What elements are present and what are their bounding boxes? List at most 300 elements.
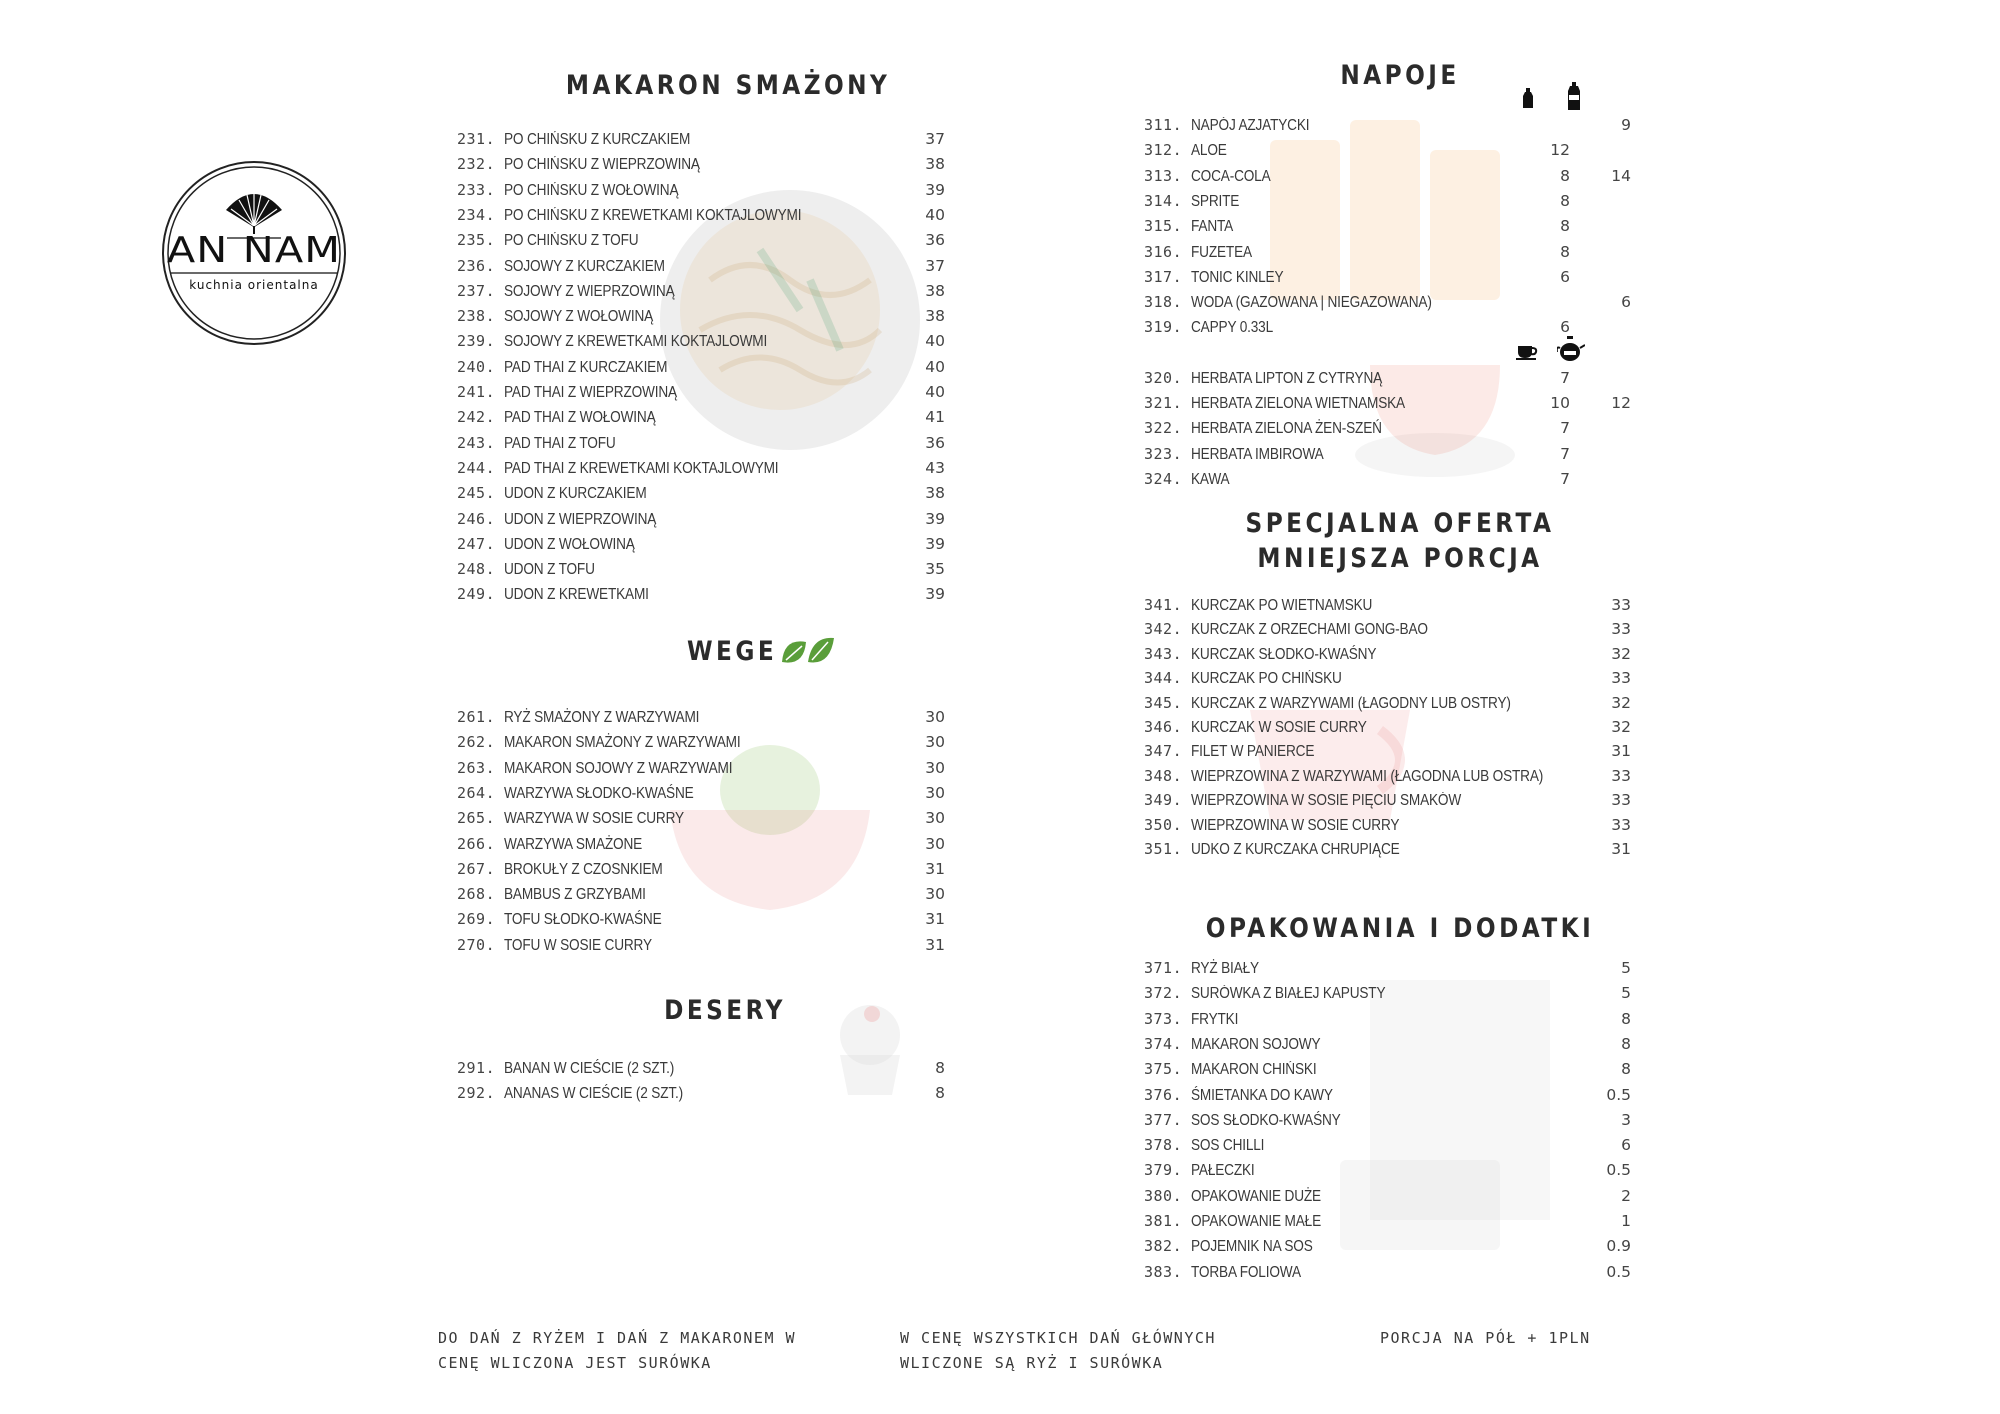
item-name: TOFU W SOSIE CURRY: [504, 936, 652, 954]
menu-item-row: [457, 282, 957, 306]
footer-note-sides-line2: CENĘ WLICZONA JEST SURÓWKA: [438, 1354, 712, 1372]
item-number: 240.: [457, 357, 496, 376]
item-name: SOS SŁODKO-KWAŚNY: [1191, 1111, 1341, 1129]
item-number: 377.: [1144, 1110, 1183, 1129]
item-price: 5: [1621, 984, 1631, 1003]
item-number: 350.: [1144, 815, 1183, 834]
item-price-small: 10: [1550, 394, 1570, 412]
item-price: 6: [1621, 1136, 1631, 1155]
item-number: 348.: [1144, 766, 1183, 785]
item-number: 248.: [457, 560, 496, 579]
item-name: COCA-COLA: [1191, 167, 1271, 185]
item-number: 383.: [1144, 1262, 1183, 1281]
item-price: 43: [925, 458, 945, 477]
item-name: UDKO Z KURCZAKA CHRUPIĄCE: [1191, 841, 1400, 858]
item-price-small: 8: [1560, 166, 1570, 185]
footer-note-sides-line1: DO DAŃ Z RYŻEM I DAŃ Z MAKARONEM W: [438, 1329, 797, 1347]
item-number: 382.: [1144, 1237, 1183, 1256]
item-price: 40: [925, 332, 945, 351]
item-price: 41: [925, 408, 945, 427]
item-price: 33: [1611, 596, 1631, 614]
item-number: 347.: [1144, 742, 1183, 761]
menu-item-row: [1144, 445, 1594, 469]
item-price-small: 7: [1560, 444, 1570, 463]
item-price-small: 8: [1560, 242, 1570, 261]
item-price: 2: [1621, 1186, 1631, 1205]
item-price-small: 7: [1560, 368, 1570, 387]
section-title-desery: DESERY: [664, 995, 786, 1026]
item-price-large: 14: [1611, 166, 1631, 185]
item-number: 244.: [457, 458, 496, 477]
menu-item-row: [1144, 1136, 1631, 1160]
menu-item-row: [457, 759, 957, 783]
item-price: 39: [925, 585, 945, 604]
item-name: TONIC KINLEY: [1191, 268, 1284, 286]
menu-item-row: [1144, 166, 1631, 191]
item-name: WIEPRZOWINA W SOSIE CURRY: [1191, 816, 1400, 834]
item-name: PO CHIŃSKU Z WIEPRZOWINĄ: [504, 156, 700, 174]
item-number: 263.: [457, 758, 496, 777]
item-number: 292.: [457, 1084, 496, 1103]
item-name: PAŁECZKI: [1191, 1162, 1255, 1180]
item-price: 32: [1611, 718, 1631, 736]
item-name: UDON Z KURCZAKIEM: [504, 485, 647, 503]
item-name: PO CHIŃSKU Z TOFU: [504, 232, 639, 250]
item-number: 269.: [457, 910, 496, 929]
item-name: HERBATA IMBIROWA: [1191, 445, 1324, 463]
menu-item-row: [457, 1059, 957, 1083]
item-number: 373.: [1144, 1009, 1183, 1028]
item-number: 242.: [457, 408, 496, 427]
menu-item-row: [1144, 293, 1631, 317]
logo-name: AN NAM: [166, 230, 342, 271]
item-price: 40: [925, 357, 945, 376]
menu-item-row: [457, 860, 957, 884]
item-number: 341.: [1144, 596, 1183, 614]
logo-subtitle: kuchnia orientalna: [189, 278, 319, 292]
item-number: 371.: [1144, 959, 1183, 977]
footer-note-sides: [438, 1326, 796, 1376]
menu-item-row: [1144, 1212, 1631, 1236]
menu-item-row: [1144, 766, 1631, 791]
menu-item-row: [1144, 394, 1631, 418]
menu-item-row: [1144, 1034, 1631, 1059]
section-title-napoje: NAPOJE: [1340, 60, 1460, 91]
item-number: 270.: [457, 935, 496, 954]
item-price: 40: [925, 205, 945, 224]
menu-item-row: [457, 585, 957, 609]
item-name: HERBATA ZIELONA WIETNAMSKA: [1191, 395, 1405, 412]
item-name: FANTA: [1191, 218, 1234, 236]
item-number: 266.: [457, 834, 496, 853]
item-name: PAD THAI Z KURCZAKIEM: [504, 358, 668, 376]
footer-note-main-dishes: [900, 1326, 1216, 1376]
item-name: SURÓWKA Z BIAŁEJ KAPUSTY: [1191, 985, 1386, 1003]
item-name: SOJOWY Z WOŁOWINĄ: [504, 308, 654, 326]
menu-item-row: [457, 510, 957, 534]
item-name: UDON Z TOFU: [504, 561, 595, 579]
item-price: 8: [1621, 1034, 1631, 1053]
menu-item-row: [1144, 815, 1631, 840]
item-name: BAMBUS Z GRZYBAMI: [504, 886, 646, 904]
item-price: 1: [1621, 1212, 1631, 1230]
item-price-small: 8: [1560, 217, 1570, 236]
item-price: 30: [925, 708, 945, 726]
section-title-wege-wrap: [680, 632, 860, 672]
item-number: 351.: [1144, 840, 1183, 858]
menu-item-row: [1144, 718, 1631, 742]
item-name: RYŻ BIAŁY: [1191, 960, 1259, 977]
section-title-specjalna-2: MNIEJSZA PORCJA: [1257, 543, 1543, 574]
item-price: 37: [925, 130, 945, 148]
item-name: KURCZAK W SOSIE CURRY: [1191, 719, 1367, 736]
item-price-small: 7: [1560, 469, 1570, 488]
item-number: 376.: [1144, 1085, 1183, 1104]
menu-item-row: [1144, 1009, 1631, 1034]
item-price: 37: [925, 256, 945, 275]
item-price: 38: [925, 484, 945, 503]
menu-item-row: [457, 434, 957, 458]
menu-item-row: [1144, 1262, 1631, 1287]
item-price: 30: [925, 733, 945, 752]
item-number: 239.: [457, 332, 496, 351]
item-name: POJEMNIK NA SOS: [1191, 1238, 1313, 1256]
item-number: 372.: [1144, 984, 1183, 1003]
menu-item-row: [457, 809, 957, 833]
item-name: HERBATA LIPTON Z CYTRYNĄ: [1191, 369, 1383, 387]
item-name: SOS CHILLI: [1191, 1137, 1265, 1155]
item-number: 234.: [457, 205, 496, 224]
item-number: 236.: [457, 256, 496, 275]
menu-item-row: [1144, 192, 1594, 216]
menu-item-row: [457, 535, 957, 559]
menu-item-row: [457, 231, 957, 255]
item-number: 346.: [1144, 718, 1183, 736]
item-name: ANANAS W CIEŚCIE (2 SZT.): [504, 1085, 684, 1103]
item-number: 249.: [457, 585, 496, 604]
menu-item-row: [1144, 243, 1594, 267]
item-name: MAKARON SOJOWY: [1191, 1035, 1321, 1053]
section-title-wege: WEGE: [687, 636, 778, 667]
item-price-large: 12: [1611, 394, 1631, 412]
item-number: 379.: [1144, 1161, 1183, 1180]
menu-item-row: [457, 307, 957, 331]
item-number: 313.: [1144, 166, 1183, 185]
menu-item-row: [457, 708, 957, 732]
menu-item-row: [1144, 116, 1631, 140]
footer-note-main-dishes-line1: W CENĘ WSZYSTKICH DAŃ GŁÓWNYCH: [900, 1329, 1216, 1347]
item-price: 39: [925, 180, 945, 199]
item-name: KURCZAK Z ORZECHAMI GONG-BAO: [1191, 621, 1428, 639]
footer-note-half-portion: PORCJA NA PÓŁ + 1PLN: [1380, 1329, 1591, 1347]
menu-item-row: [457, 560, 957, 584]
item-number: 381.: [1144, 1212, 1183, 1230]
item-name: ALOE: [1191, 142, 1227, 160]
item-price: 32: [1611, 693, 1631, 712]
menu-item-row: [1144, 959, 1631, 983]
item-number: 319.: [1144, 318, 1183, 337]
item-price: 31: [1611, 742, 1631, 761]
item-number: 238.: [457, 307, 496, 326]
menu-item-row: [1144, 1161, 1631, 1185]
item-number: 324.: [1144, 469, 1183, 488]
item-name: OPAKOWANIE MAŁE: [1191, 1213, 1322, 1230]
menu-item-row: [457, 383, 957, 407]
item-price: 0.5: [1606, 1085, 1631, 1104]
item-price: 30: [925, 783, 945, 802]
menu-item-row: [1144, 742, 1631, 766]
menu-item-row: [1144, 791, 1631, 815]
item-name: ŚMIETANKA DO KAWY: [1191, 1086, 1333, 1104]
menu-item-row: [457, 936, 957, 960]
item-price: 0.5: [1606, 1262, 1631, 1281]
menu-item-row: [457, 459, 957, 483]
item-price-large: 9: [1621, 116, 1631, 134]
menu-item-row: [457, 257, 957, 281]
item-name: MAKARON SMAŻONY Z WARZYWAMI: [504, 734, 741, 752]
item-number: 318.: [1144, 293, 1183, 312]
item-name: KURCZAK SŁODKO-KWAŚNY: [1191, 645, 1377, 663]
item-number: 235.: [457, 231, 496, 250]
item-number: 232.: [457, 155, 496, 174]
item-price: 0.5: [1606, 1161, 1631, 1180]
menu-item-row: [457, 130, 957, 154]
menu-item-row: [1144, 840, 1631, 864]
menu-item-row: [1144, 1060, 1631, 1084]
item-name: KURCZAK PO WIETNAMSKU: [1191, 597, 1373, 614]
item-price: 38: [925, 281, 945, 300]
item-number: 237.: [457, 281, 496, 300]
item-name: PAD THAI Z WOŁOWINĄ: [504, 409, 656, 427]
menu-item-row: [457, 155, 957, 179]
menu-item-row: [1144, 268, 1594, 292]
tea-cup-icon: [1516, 344, 1538, 360]
item-number: 349.: [1144, 791, 1183, 810]
item-name: PO CHIŃSKU Z KURCZAKIEM: [504, 131, 691, 148]
item-name: WARZYWA SŁODKO-KWAŚNE: [504, 784, 694, 802]
item-name: PAD THAI Z KREWETKAMI KOKTAJLOWYMI: [504, 459, 779, 477]
item-name: KURCZAK Z WARZYWAMI (ŁAGODNY LUB OSTRY): [1191, 694, 1511, 712]
item-number: 261.: [457, 708, 496, 726]
item-number: 321.: [1144, 394, 1183, 412]
item-price: 39: [925, 534, 945, 553]
small-bottle-icon: [1522, 88, 1534, 108]
item-number: 314.: [1144, 191, 1183, 210]
item-price: 38: [925, 155, 945, 174]
item-number: 243.: [457, 433, 496, 452]
item-name: BANAN W CIEŚCIE (2 SZT.): [504, 1060, 675, 1077]
item-price-small: 8: [1560, 191, 1570, 210]
item-price: 33: [1611, 815, 1631, 834]
item-name: PAD THAI Z TOFU: [504, 434, 616, 452]
item-name: UDON Z KREWETKAMI: [504, 586, 649, 604]
item-number: 343.: [1144, 644, 1183, 663]
item-price: 8: [935, 1059, 945, 1077]
item-price-small: 12: [1550, 141, 1570, 160]
item-number: 247.: [457, 534, 496, 553]
item-name: KAWA: [1191, 470, 1230, 488]
item-name: NAPÓJ AZJATYCKI: [1191, 117, 1310, 134]
item-number: 345.: [1144, 693, 1183, 712]
item-number: 317.: [1144, 267, 1183, 286]
item-price: 33: [1611, 620, 1631, 639]
menu-item-row: [457, 408, 957, 432]
item-price: 5: [1621, 959, 1631, 977]
item-price: 30: [925, 809, 945, 828]
item-price: 30: [925, 885, 945, 904]
item-price: 3: [1621, 1110, 1631, 1129]
item-name: PO CHIŃSKU Z KREWETKAMI KOKTAJLOWYMI: [504, 206, 802, 224]
item-name: KURCZAK PO CHIŃSKU: [1191, 670, 1342, 688]
item-price: 8: [935, 1084, 945, 1103]
item-price: 35: [925, 560, 945, 579]
item-name: SOJOWY Z WIEPRZOWINĄ: [504, 282, 675, 300]
item-price: 32: [1611, 644, 1631, 663]
item-name: WIEPRZOWINA W SOSIE PIĘCIU SMAKÓW: [1191, 792, 1462, 810]
menu-item-row: [1144, 1110, 1631, 1135]
item-price: 31: [1611, 840, 1631, 858]
item-number: 231.: [457, 130, 496, 148]
leaf-icon: [778, 632, 836, 670]
item-name: WIEPRZOWINA Z WARZYWAMI (ŁAGODNA LUB OSTRA): [1191, 767, 1544, 785]
menu-item-row: [1144, 318, 1594, 342]
item-price-small: 7: [1560, 419, 1570, 438]
item-price: 30: [925, 834, 945, 853]
item-number: 268.: [457, 885, 496, 904]
section-title-opakowania: OPAKOWANIA I DODATKI: [1205, 913, 1595, 944]
item-number: 233.: [457, 180, 496, 199]
item-name: TORBA FOLIOWA: [1191, 1263, 1301, 1281]
item-number: 322.: [1144, 419, 1183, 438]
menu-item-row: [457, 835, 957, 859]
item-number: 378.: [1144, 1136, 1183, 1155]
item-price: 36: [925, 231, 945, 250]
item-number: 344.: [1144, 669, 1183, 688]
item-number: 315.: [1144, 217, 1183, 236]
item-name: WARZYWA SMAŻONE: [504, 835, 643, 853]
item-name: OPAKOWANIE DUŻE: [1191, 1187, 1321, 1205]
item-name: FILET W PANIERCE: [1191, 743, 1315, 761]
menu-item-row: [1144, 669, 1631, 693]
item-name: FRYTKI: [1191, 1010, 1239, 1028]
item-number: 374.: [1144, 1034, 1183, 1053]
item-price-small: 6: [1560, 318, 1570, 337]
menu-item-row: [1144, 217, 1594, 241]
item-price: 31: [925, 935, 945, 954]
menu-item-row: [457, 910, 957, 934]
menu-item-row: [457, 181, 957, 205]
item-price: 0.9: [1606, 1237, 1631, 1256]
item-price: 8: [1621, 1009, 1631, 1028]
item-name: RYŻ SMAŻONY Z WARZYWAMI: [504, 709, 700, 726]
item-price: 39: [925, 509, 945, 528]
item-name: PO CHIŃSKU Z WOŁOWINĄ: [504, 181, 679, 199]
menu-item-row: [457, 332, 957, 356]
menu-item-row: [1144, 141, 1594, 165]
item-number: 241.: [457, 383, 496, 401]
menu-item-row: [1144, 644, 1631, 669]
item-price: 8: [1621, 1060, 1631, 1079]
item-price: 31: [925, 859, 945, 878]
item-number: 291.: [457, 1059, 496, 1077]
menu-item-row: [1144, 419, 1594, 443]
menu-item-row: [457, 358, 957, 382]
item-number: 375.: [1144, 1060, 1183, 1079]
item-price: 33: [1611, 791, 1631, 810]
large-bottle-icon: [1567, 82, 1581, 110]
menu-item-row: [1144, 1186, 1631, 1211]
menu-item-row: [1144, 1237, 1631, 1261]
footer-note-main-dishes-line2: WLICZONE SĄ RYŻ I SURÓWKA: [900, 1354, 1164, 1372]
menu-item-row: [457, 784, 957, 808]
item-name: HERBATA ZIELONA ŻEN-SZEŃ: [1191, 420, 1382, 438]
item-price: 30: [925, 758, 945, 777]
item-name: UDON Z WOŁOWINĄ: [504, 535, 635, 553]
item-number: 265.: [457, 809, 496, 828]
item-number: 320.: [1144, 368, 1183, 387]
item-name: PAD THAI Z WIEPRZOWINĄ: [504, 384, 677, 401]
item-number: 323.: [1144, 444, 1183, 463]
item-name: BROKUŁY Z CZOSNKIEM: [504, 860, 663, 878]
item-name: MAKARON CHIŃSKI: [1191, 1061, 1317, 1079]
menu-item-row: [1144, 470, 1594, 494]
section-title-specjalna-1: SPECJALNA OFERTA: [1245, 508, 1555, 539]
item-name: CAPPY 0.33L: [1191, 319, 1273, 337]
item-price: 33: [1611, 669, 1631, 688]
item-name: SPRITE: [1191, 192, 1240, 210]
item-number: 316.: [1144, 242, 1183, 261]
menu-item-row: [457, 206, 957, 230]
item-price-large: 6: [1621, 293, 1631, 312]
menu-item-row: [1144, 693, 1631, 718]
menu-item-row: [457, 885, 957, 909]
item-number: 264.: [457, 783, 496, 802]
item-name: TOFU SŁODKO-KWAŚNE: [504, 911, 662, 929]
section-title-makaron: MAKARON SMAŻONY: [565, 70, 891, 101]
logo: [161, 160, 347, 346]
item-number: 342.: [1144, 620, 1183, 639]
item-name: UDON Z WIEPRZOWINĄ: [504, 510, 657, 528]
item-price: 38: [925, 307, 945, 326]
item-price: 33: [1611, 766, 1631, 785]
item-name: SOJOWY Z KREWETKAMI KOKTAJLOWMI: [504, 333, 768, 351]
menu-item-row: [457, 484, 957, 508]
item-name: MAKARON SOJOWY Z WARZYWAMI: [504, 759, 733, 777]
item-number: 311.: [1144, 116, 1183, 134]
item-number: 262.: [457, 733, 496, 752]
item-number: 380.: [1144, 1186, 1183, 1205]
item-name: FUZETEA: [1191, 243, 1252, 261]
item-name: WODA (GAZOWANA | NIEGAZOWANA): [1191, 294, 1432, 312]
menu-item-row: [457, 733, 957, 757]
menu-item-row: [1144, 1085, 1631, 1110]
item-number: 312.: [1144, 141, 1183, 160]
item-number: 246.: [457, 509, 496, 528]
menu-item-row: [1144, 596, 1631, 620]
item-price-small: 6: [1560, 267, 1570, 286]
item-number: 267.: [457, 859, 496, 878]
menu-item-row: [457, 1084, 957, 1108]
menu-item-row: [1144, 984, 1631, 1008]
item-price: 31: [925, 910, 945, 929]
item-price: 40: [925, 383, 945, 401]
item-name: WARZYWA W SOSIE CURRY: [504, 810, 684, 828]
item-price: 36: [925, 433, 945, 452]
item-number: 245.: [457, 484, 496, 503]
item-name: SOJOWY Z KURCZAKIEM: [504, 257, 665, 275]
menu-item-row: [1144, 369, 1594, 393]
menu-item-row: [1144, 620, 1631, 644]
